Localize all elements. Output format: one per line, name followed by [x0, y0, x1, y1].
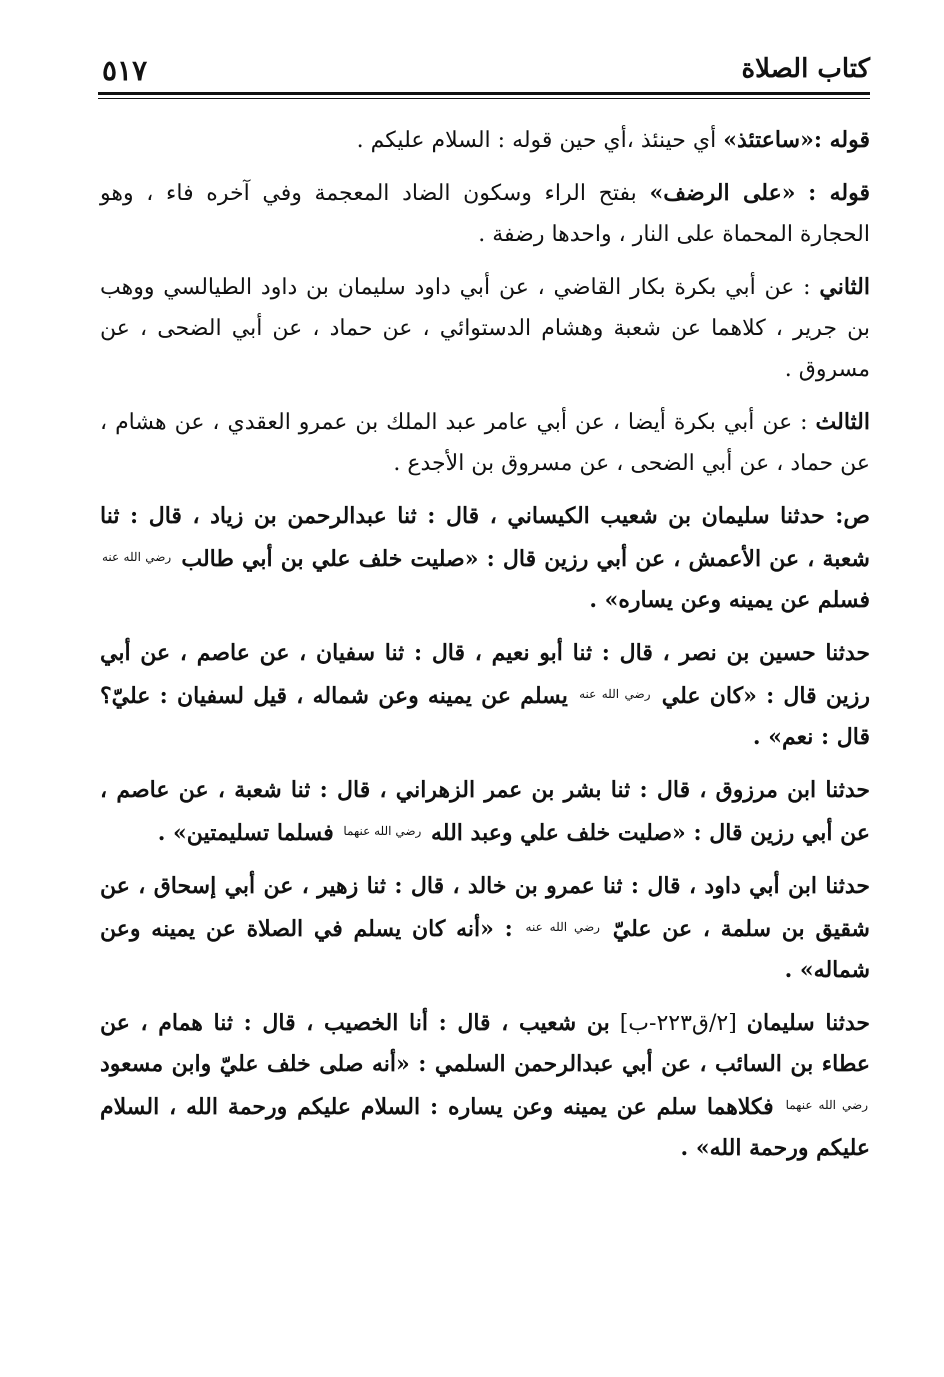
header-rule-thin [98, 98, 870, 99]
page-number: ٥١٧ [102, 54, 148, 87]
paragraph-text: حدثنا سليمان [746, 1010, 870, 1036]
paragraph-5 [100, 496, 870, 621]
running-title: كتاب الصلاة [741, 54, 870, 84]
honorific-glyph: رضي الله عنهما [343, 824, 422, 838]
paragraph-text: حدثنا حسين بن نصر ، قال : ثنا أبو نعيم ، قال : ثنا سفيان ، عن عاصم ، عن أبي رزين قال : «كان علي [100, 640, 870, 709]
paragraph-9 [100, 1003, 870, 1169]
paragraph-text: ص: حدثنا سليمان بن شعيب الكيساني ، قال : ثنا عبدالرحمن بن زياد ، قال : ثنا شعبة ، عن الأعمش ، عن أبي رزين قال : «صليت خلف علي بن أبي طالب [100, 503, 870, 572]
paragraph-text: : عن أبي بكرة بكار القاضي ، عن أبي داود سليمان بن داود الطيالسي ووهب بن جرير ، كلاهما عن شعبة وهشام الدستوائي ، عن حماد ، عن أبي الضحى ، عن مسروق . [100, 275, 870, 382]
paragraph-lead: قوله : [808, 180, 870, 206]
paragraph-6 [100, 633, 870, 758]
manuscript-reference: [٢/ق٢٢٣-ب] [609, 1011, 747, 1036]
honorific-glyph: رضي الله عنهما [785, 1098, 868, 1112]
paragraph-text: حدثنا ابن مرزوق ، قال : ثنا بشر بن عمر الزهراني ، قال : ثنا شعبة ، عن عاصم ، عن أبي رزين قال : «صليت خلف علي وعبد الله [100, 777, 870, 846]
quoted-term: «ساعتئذ» [723, 127, 814, 153]
paragraph-7 [100, 770, 870, 854]
paragraph-text: أي حينئذ ،أي حين قوله : السلام عليكم . [356, 128, 724, 153]
paragraph-8 [100, 866, 870, 991]
paragraph-lead: الثاني [819, 274, 870, 300]
paragraph-text-cont: فسلما تسليمتين» . [157, 820, 342, 846]
page-header [98, 52, 870, 94]
paragraph-text: : عن أبي بكرة أيضا ، عن أبي عامر عبد الملك بن عمرو العقدي ، عن هشام ، عن حماد ، عن أبي الضحى ، عن مسروق بن الأجدع . [100, 410, 870, 476]
honorific-glyph: رضي الله عنه [579, 687, 651, 701]
paragraph-text-cont: فسلم عن يمينه وعن يساره» . [589, 587, 870, 613]
paragraph-2 [100, 173, 870, 255]
paragraph-text-cont: : «أنه كان يسلم في الصلاة عن يمينه وعن شماله» . [100, 916, 870, 983]
paragraph-4 [100, 402, 870, 484]
paragraph-1 [100, 120, 870, 161]
honorific-glyph: رضي الله عنه [525, 920, 600, 934]
paragraph-text: حدثنا ابن أبي داود ، قال : ثنا عمرو بن خالد ، قال : ثنا زهير ، عن أبي إسحاق ، عن شقيق بن سلمة ، عن عليّ [100, 873, 870, 942]
paragraph-text-end: فكلاهما سلم عن يمينه وعن يساره : السلام عليكم ورحمة الله ، السلام عليكم ورحمة الله» . [100, 1094, 870, 1161]
paragraph-3 [100, 267, 870, 390]
paragraph-text-cont: يسلم عن يمينه وعن شماله ، قيل لسفيان : عليّ؟ قال : نعم» . [100, 683, 870, 750]
page-body [100, 120, 870, 1181]
header-rule-thick [98, 92, 870, 95]
paragraph-lead: الثالث [815, 409, 870, 435]
paragraph-lead: قوله : [813, 127, 870, 153]
honorific-glyph: رضي الله عنه [102, 550, 172, 564]
paragraph-text: بفتح الراء وسكون الضاد المعجمة وفي آخره فاء ، وهو الحجارة المحماة على النار ، واحدها رضفة . [100, 181, 870, 247]
quoted-term: «على الرضف» [649, 180, 796, 206]
paragraph-text-cont: بن شعيب ، قال : أنا الخصيب ، قال : ثنا همام ، عن عطاء بن السائب ، عن أبي عبدالرحمن السلمي : «أنه صلى خلف عليّ وابن مسعود [100, 1010, 870, 1077]
